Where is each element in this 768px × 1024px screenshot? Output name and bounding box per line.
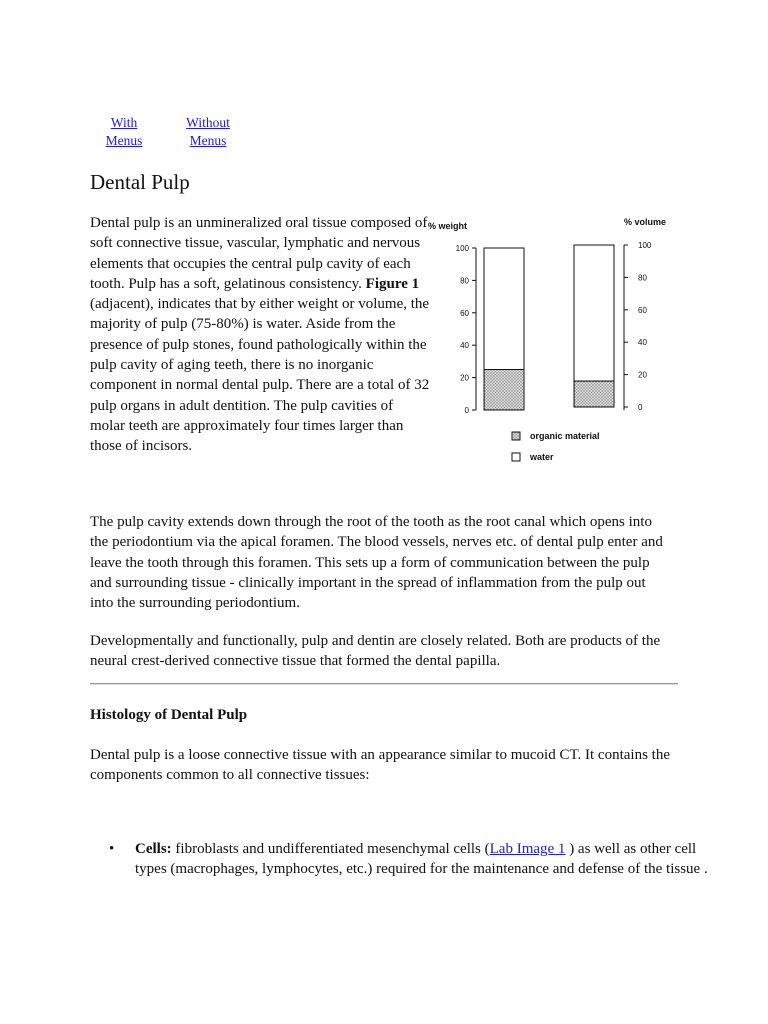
list-item-text-end: ) as well as other cell types (macrophages, lymphocytes, etc.) required for the maintenance and defense of the tissue . bbox=[135, 841, 708, 878]
bullet-icon: • bbox=[109, 841, 115, 857]
left-axis-tick-label: 100 bbox=[455, 244, 469, 253]
right-axis-tick-label: 0 bbox=[638, 403, 643, 412]
without-menus-link-line1: Without bbox=[186, 115, 230, 130]
root-canal-paragraph: The pulp cavity extends down through the root of the tooth as the root canal which opens into the periodontium via the apical foramen. The blood vessels, nerves etc. of dental pulp enter and leave the tooth through this foramen. This sets up a form of communication between the pulp and surrounding tissue - clinically important in the spread of inflammation from the pulp out into the surrounding periodontium. bbox=[90, 514, 663, 612]
list-item bbox=[109, 839, 715, 880]
right-axis-title: % volume bbox=[624, 217, 667, 227]
pulp-composition-chart bbox=[418, 210, 688, 470]
legend-water-swatch bbox=[512, 453, 520, 461]
right-axis-tick-label: 40 bbox=[638, 338, 647, 348]
figure-reference: Figure 1 bbox=[365, 275, 420, 292]
list-item-text-start: fibroblasts and undifferentiated mesenchymal cells ( bbox=[171, 841, 490, 857]
with-menus-link-line1: With bbox=[110, 115, 138, 130]
organic-bar-segment bbox=[484, 370, 524, 411]
chart-svg bbox=[418, 210, 688, 470]
water-bar-segment bbox=[484, 248, 524, 370]
organic-bar-segment bbox=[574, 381, 614, 407]
development-paragraph: Developmentally and functionally, pulp and dentin are closely related. Both are products of the neural crest-derived connective tissue that formed the dental papilla. bbox=[90, 633, 661, 670]
section-heading: Histology of Dental Pulp bbox=[90, 707, 248, 723]
without-menus-link[interactable] bbox=[182, 114, 234, 150]
intro-text-end: (adjacent), indicates that by either weight or volume, the majority of pulp (75-80%) is water. Aside from the presence of pulp stones, found pathologically within the pulp cavity of aging teeth, there is no inorganic component in normal dental pulp. There are a total of 32 pulp organs in adult dentition. The pulp cavities of molar teeth are approximately four times larger than those of incisors. bbox=[90, 296, 430, 455]
right-axis-tick-label: 80 bbox=[638, 273, 647, 283]
right-axis-tick-label: 20 bbox=[638, 370, 647, 380]
legend-organic-label: organic material bbox=[530, 431, 600, 441]
without-menus-link-line2: Menus bbox=[189, 133, 227, 148]
with-menus-link-line2: Menus bbox=[105, 133, 143, 148]
left-axis-tick-label: 60 bbox=[460, 308, 469, 318]
intro-paragraph bbox=[90, 213, 430, 457]
right-axis-tick-label: 100 bbox=[638, 241, 652, 250]
components-list bbox=[90, 839, 715, 880]
water-bar-segment bbox=[574, 245, 614, 381]
legend-water-label: water bbox=[530, 452, 554, 462]
left-axis-title: % weight bbox=[428, 221, 468, 231]
left-axis-tick-label: 40 bbox=[460, 341, 469, 351]
list-item-label: Cells: bbox=[135, 841, 172, 857]
right-axis-tick-label: 60 bbox=[638, 305, 647, 315]
left-axis-tick-label: 0 bbox=[464, 406, 469, 415]
intro-text-start: Dental pulp is an unmineralized oral tissue composed of soft connective tissue, vascular, lymphatic and nervous elements that occupies the central pulp cavity of each tooth. Pulp has a soft, gelatinous consistency. bbox=[90, 215, 428, 292]
section-divider bbox=[90, 683, 678, 685]
legend-organic-swatch bbox=[512, 432, 520, 440]
lab-image-1-link[interactable]: Lab Image 1 bbox=[489, 841, 566, 857]
histology-paragraph: Dental pulp is a loose connective tissue with an appearance similar to mucoid CT. It contains the components common to all connective tissues: bbox=[90, 747, 670, 784]
left-axis-tick-label: 20 bbox=[460, 373, 469, 383]
page-title: Dental Pulp bbox=[90, 170, 190, 194]
with-menus-link[interactable] bbox=[104, 114, 144, 150]
left-axis-tick-label: 80 bbox=[460, 276, 469, 286]
